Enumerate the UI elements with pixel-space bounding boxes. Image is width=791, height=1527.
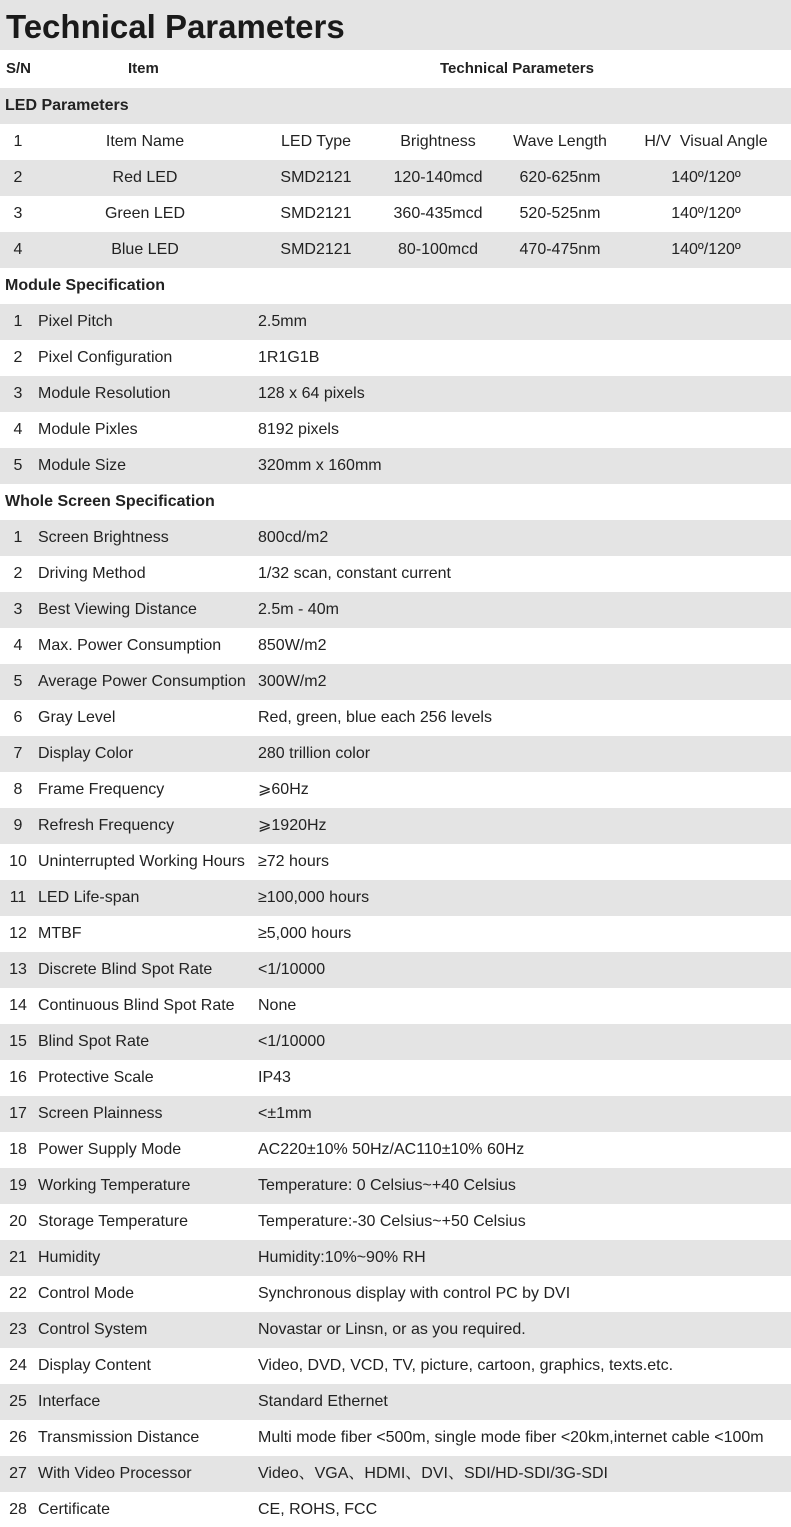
spec-value: IP43 xyxy=(258,1069,291,1086)
led-brightness: 120-140mcd xyxy=(393,169,483,186)
spec-row xyxy=(0,1348,791,1384)
spec-row xyxy=(0,304,791,340)
spec-label: Average Power Consumption xyxy=(38,673,246,690)
col-item-name: Item Name xyxy=(105,133,185,150)
row-sn: 13 xyxy=(9,961,27,978)
spec-value: 2.5m - 40m xyxy=(258,601,339,618)
row-sn: 4 xyxy=(13,241,23,258)
row-sn: 3 xyxy=(13,601,23,618)
row-sn: 28 xyxy=(9,1501,27,1518)
spec-label: Discrete Blind Spot Rate xyxy=(38,961,213,978)
spec-row xyxy=(0,1204,791,1240)
spec-value: Humidity:10%~90% RH xyxy=(258,1249,426,1266)
row-sn: 18 xyxy=(9,1141,27,1158)
row-sn: 23 xyxy=(9,1321,27,1338)
led-columns-row xyxy=(0,124,791,160)
spec-value: Temperature: 0 Celsius~+40 Celsius xyxy=(258,1177,516,1194)
spec-value: Novastar or Linsn, or as you required. xyxy=(258,1321,526,1338)
row-sn: 21 xyxy=(9,1249,27,1266)
spec-value: 2.5mm xyxy=(258,313,307,330)
header-sn: S/N xyxy=(6,60,32,77)
led-type: SMD2121 xyxy=(280,241,352,258)
spec-value: 800cd/m2 xyxy=(258,529,329,546)
row-sn: 7 xyxy=(13,745,23,762)
spec-label: Continuous Blind Spot Rate xyxy=(38,997,235,1014)
spec-row xyxy=(0,592,791,628)
led-name: Green LED xyxy=(104,205,186,222)
row-sn: 5 xyxy=(13,673,23,690)
col-led-type: LED Type xyxy=(281,133,351,150)
row-sn: 4 xyxy=(13,421,23,438)
spec-value: Multi mode fiber <500m, single mode fiber <20km,internet cable <100m xyxy=(258,1429,764,1446)
row-sn: 1 xyxy=(13,529,23,546)
spec-label: Screen Brightness xyxy=(38,529,169,546)
spec-label: Module Size xyxy=(38,457,127,474)
spec-row xyxy=(0,556,791,592)
spec-value: <±1mm xyxy=(258,1105,312,1122)
row-sn: 22 xyxy=(9,1285,27,1302)
row-sn: 2 xyxy=(13,169,23,186)
row-sn: 2 xyxy=(13,565,23,582)
led-brightness: 360-435mcd xyxy=(393,205,483,222)
row-sn: 1 xyxy=(13,313,23,330)
spec-row xyxy=(0,1420,791,1456)
spec-row xyxy=(0,412,791,448)
spec-label: Blind Spot Rate xyxy=(38,1033,150,1050)
spec-label: Module Pixles xyxy=(38,421,138,438)
spec-label: Gray Level xyxy=(38,709,116,726)
spec-label: Pixel Pitch xyxy=(38,313,113,330)
header-item: Item xyxy=(128,60,159,77)
spec-label: LED Life-span xyxy=(38,889,140,906)
spec-label: Display Color xyxy=(38,745,134,762)
spec-label: Power Supply Mode xyxy=(38,1141,182,1158)
led-name: Blue LED xyxy=(111,241,179,258)
led-type: SMD2121 xyxy=(280,205,352,222)
row-sn: 14 xyxy=(9,997,27,1014)
spec-label: Max. Power Consumption xyxy=(38,637,222,654)
spec-value: Temperature:-30 Celsius~+50 Celsius xyxy=(258,1213,526,1230)
spec-value: 280 trillion color xyxy=(258,745,371,762)
spec-value: ≥100,000 hours xyxy=(258,889,370,906)
spec-value: Red, green, blue each 256 levels xyxy=(258,709,492,726)
spec-label: Best Viewing Distance xyxy=(38,601,197,618)
spec-value: 300W/m2 xyxy=(258,673,327,690)
spec-row xyxy=(0,988,791,1024)
spec-row xyxy=(0,1096,791,1132)
led-wave-length: 520-525nm xyxy=(519,205,601,222)
spec-value: ⩾60Hz xyxy=(258,781,309,798)
row-sn: 16 xyxy=(9,1069,27,1086)
spec-row xyxy=(0,448,791,484)
spec-row xyxy=(0,844,791,880)
spec-row xyxy=(0,808,791,844)
section-header-screen xyxy=(0,484,791,520)
spec-value: ≥72 hours xyxy=(258,853,330,870)
row-sn: 15 xyxy=(9,1033,27,1050)
led-row xyxy=(0,160,791,196)
section-header-led xyxy=(0,88,791,124)
row-sn: 27 xyxy=(9,1465,27,1482)
row-sn: 6 xyxy=(13,709,23,726)
spec-label: Certificate xyxy=(38,1501,111,1518)
col-wave-length: Wave Length xyxy=(513,133,607,150)
spec-row xyxy=(0,1132,791,1168)
row-sn: 19 xyxy=(9,1177,27,1194)
spec-value: Video, DVD, VCD, TV, picture, cartoon, graphics, texts.etc. xyxy=(258,1357,674,1374)
spec-row xyxy=(0,1456,791,1492)
spec-label: Transmission Distance xyxy=(38,1429,200,1446)
row-sn: 10 xyxy=(9,853,27,870)
led-wave-length: 620-625nm xyxy=(519,169,601,186)
spec-label: Frame Frequency xyxy=(38,781,165,798)
spec-label: Interface xyxy=(38,1393,101,1410)
section-header-module xyxy=(0,268,791,304)
spec-value: ⩾1920Hz xyxy=(258,817,327,834)
spec-label: Uninterrupted Working Hours xyxy=(38,853,245,870)
section-title: Module Specification xyxy=(5,277,166,294)
row-sn: 4 xyxy=(13,637,23,654)
led-row xyxy=(0,196,791,232)
spec-label: Refresh Frequency xyxy=(38,817,175,834)
row-sn: 26 xyxy=(9,1429,27,1446)
spec-value: Synchronous display with control PC by DVI xyxy=(258,1285,571,1302)
led-visual-angle: 140º/120º xyxy=(671,241,741,258)
row-sn: 9 xyxy=(13,817,23,834)
spec-value: <1/10000 xyxy=(258,1033,326,1050)
spec-label: Protective Scale xyxy=(38,1069,154,1086)
spec-label: Storage Temperature xyxy=(38,1213,189,1230)
spec-row xyxy=(0,628,791,664)
row-sn: 11 xyxy=(9,889,27,906)
spec-value: 128 x 64 pixels xyxy=(258,385,365,402)
spec-value: 320mm x 160mm xyxy=(258,457,382,474)
led-header-sn: 1 xyxy=(13,133,23,150)
spec-value: 1/32 scan, constant current xyxy=(258,565,451,582)
spec-row xyxy=(0,1312,791,1348)
spec-label: Pixel Configuration xyxy=(38,349,173,366)
spec-label: Humidity xyxy=(38,1249,101,1266)
row-sn: 5 xyxy=(13,457,23,474)
spec-value: AC220±10% 50Hz/AC110±10% 60Hz xyxy=(258,1141,525,1158)
spec-row xyxy=(0,376,791,412)
row-sn: 2 xyxy=(13,349,23,366)
spec-row xyxy=(0,1240,791,1276)
row-sn: 8 xyxy=(13,781,23,798)
spec-row xyxy=(0,520,791,556)
spec-value: Standard Ethernet xyxy=(258,1393,388,1410)
spec-label: Driving Method xyxy=(38,565,146,582)
led-visual-angle: 140º/120º xyxy=(671,205,741,222)
spec-row xyxy=(0,772,791,808)
row-sn: 24 xyxy=(9,1357,27,1374)
spec-label: MTBF xyxy=(38,925,82,942)
row-sn: 3 xyxy=(13,385,23,402)
header-params: Technical Parameters xyxy=(440,60,594,77)
spec-row xyxy=(0,1276,791,1312)
spec-value: Video、VGA、HDMI、DVI、SDI/HD-SDI/3G-SDI xyxy=(258,1465,608,1482)
spec-label: Control System xyxy=(38,1321,148,1338)
spec-label: Screen Plainness xyxy=(38,1105,163,1122)
spec-value: 850W/m2 xyxy=(258,637,327,654)
spec-label: Working Temperature xyxy=(38,1177,191,1194)
led-row xyxy=(0,232,791,268)
spec-row xyxy=(0,700,791,736)
row-sn: 25 xyxy=(9,1393,27,1410)
table-header xyxy=(0,52,791,88)
spec-value: ≥5,000 hours xyxy=(258,925,352,942)
led-name: Red LED xyxy=(112,169,178,186)
spec-value: None xyxy=(258,997,297,1014)
led-brightness: 80-100mcd xyxy=(397,241,479,258)
spec-row xyxy=(0,1168,791,1204)
col-brightness: Brightness xyxy=(400,133,476,150)
section-title: LED Parameters xyxy=(5,97,129,114)
spec-row xyxy=(0,952,791,988)
spec-label: Display Content xyxy=(38,1357,151,1374)
col-visual-angle: H/V Visual Angle xyxy=(644,133,768,150)
spec-row xyxy=(0,916,791,952)
spec-row xyxy=(0,1492,791,1527)
spec-row xyxy=(0,736,791,772)
spec-value: <1/10000 xyxy=(258,961,326,978)
row-sn: 3 xyxy=(13,205,23,222)
spec-row xyxy=(0,1060,791,1096)
spec-row xyxy=(0,664,791,700)
row-sn: 17 xyxy=(9,1105,27,1122)
spec-value: 1R1G1B xyxy=(258,349,320,366)
spec-row xyxy=(0,880,791,916)
spec-label: Module Resolution xyxy=(38,385,171,402)
spec-label: Control Mode xyxy=(38,1285,135,1302)
spec-row xyxy=(0,1024,791,1060)
led-visual-angle: 140º/120º xyxy=(671,169,741,186)
row-sn: 20 xyxy=(9,1213,27,1230)
spec-row xyxy=(0,340,791,376)
row-sn: 12 xyxy=(9,925,27,942)
spec-value: CE, ROHS, FCC xyxy=(258,1501,378,1518)
spec-label: With Video Processor xyxy=(38,1465,192,1482)
led-wave-length: 470-475nm xyxy=(519,241,601,258)
spec-value: 8192 pixels xyxy=(258,421,339,438)
led-type: SMD2121 xyxy=(280,169,352,186)
section-title: Whole Screen Specification xyxy=(5,493,215,510)
page-title: Technical Parameters xyxy=(0,0,791,52)
spec-row xyxy=(0,1384,791,1420)
